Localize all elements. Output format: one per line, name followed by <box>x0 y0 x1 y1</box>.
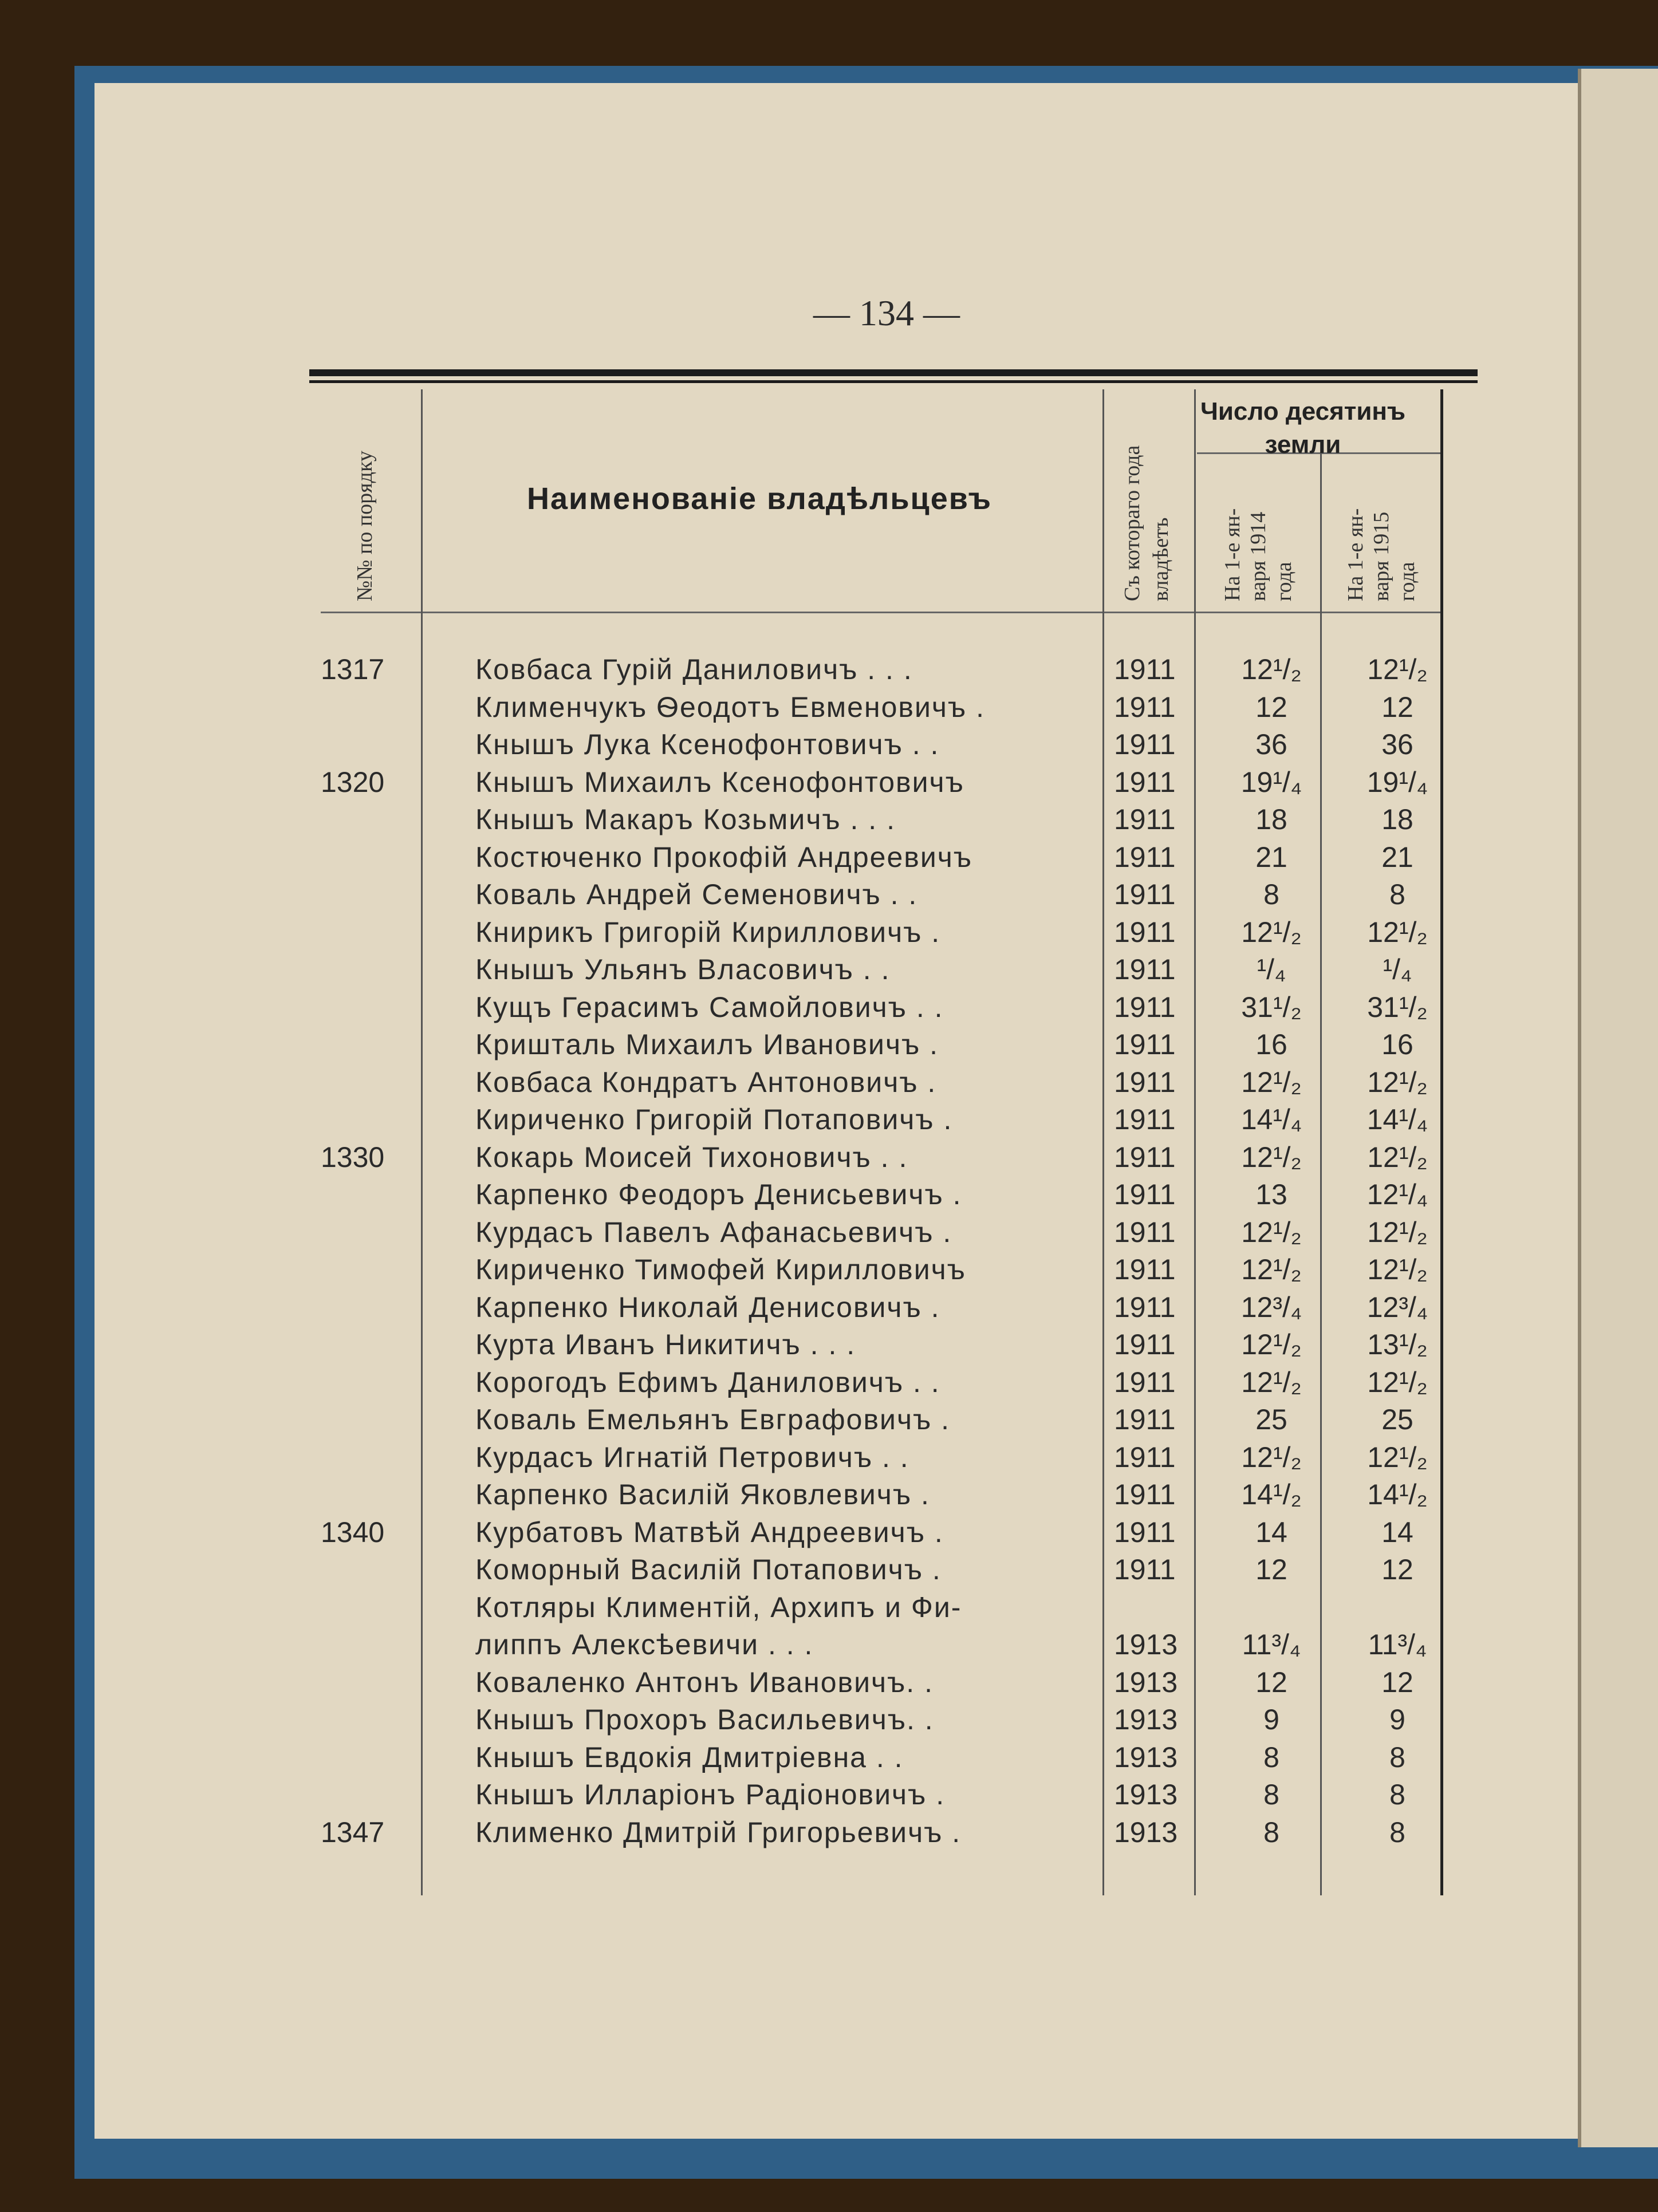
year-owned: 1911 <box>1114 1141 1176 1173</box>
page-number: — 134 — <box>813 293 960 333</box>
land-1914: 19¹/₄ <box>1240 766 1302 798</box>
year-owned: 1913 <box>1114 1816 1178 1848</box>
year-owned: 1911 <box>1114 1253 1176 1286</box>
top-rule <box>309 369 1478 376</box>
owner-name: Ковбаса Кондратъ Антоновичъ . <box>475 1066 937 1098</box>
land-1915: 12¹/₄ <box>1366 1178 1428 1211</box>
owner-name: Кириченко Григорій Потаповичъ . <box>475 1103 953 1135</box>
land-1915: 12¹/₂ <box>1367 1066 1428 1098</box>
land-1915: 12¹/₂ <box>1367 916 1428 948</box>
land-1915: 12 <box>1381 1553 1413 1586</box>
land-1914: 36 <box>1255 728 1287 760</box>
land-1914: 12¹/₂ <box>1241 916 1302 948</box>
row-number: 1340 <box>321 1516 385 1548</box>
header-year-col-2: владѣетъ <box>1149 517 1173 601</box>
owner-name: Курбатовъ Матвѣй Андреевичъ . <box>475 1516 944 1548</box>
land-1915: 12 <box>1381 1666 1413 1698</box>
land-1915: 8 <box>1389 1816 1405 1848</box>
owner-name: Курта Иванъ Никитичъ . . . <box>475 1328 856 1361</box>
year-owned: 1911 <box>1114 1328 1176 1361</box>
header-year-col-1: Съ котораго года <box>1120 445 1144 601</box>
land-1915: 9 <box>1389 1704 1405 1736</box>
owner-name: Кокарь Моисей Тихоновичъ . . <box>475 1141 908 1173</box>
land-1914: 14¹/₂ <box>1241 1478 1302 1511</box>
header-1915-l1: На 1-е ян- <box>1344 508 1368 601</box>
owner-name: Клименчукъ Ѳеодотъ Евменовичъ . <box>475 691 985 723</box>
land-1914: 8 <box>1263 1779 1279 1811</box>
land-1914: 8 <box>1263 1816 1279 1848</box>
land-1915: 8 <box>1389 1779 1405 1811</box>
owner-name: Кнышъ Прохоръ Васильевичъ. . <box>475 1704 934 1736</box>
land-1914: 31¹/₂ <box>1241 991 1302 1023</box>
year-owned: 1911 <box>1114 1216 1176 1248</box>
header-1914-l2: варя 1914 <box>1246 511 1270 601</box>
land-1915: 19¹/₄ <box>1366 766 1428 798</box>
header-name-col: Наименованіе владѣльцевъ <box>527 482 992 516</box>
land-1914: 25 <box>1255 1403 1287 1436</box>
land-1915: 12¹/₂ <box>1367 1366 1428 1398</box>
owner-name: Коваленко Антонъ Ивановичъ. . <box>475 1666 934 1698</box>
land-1914: 12 <box>1255 1666 1287 1698</box>
land-1914: 12¹/₂ <box>1241 1066 1302 1098</box>
header-1914-l1: На 1-е ян- <box>1220 508 1245 601</box>
year-owned: 1911 <box>1114 1553 1176 1586</box>
owner-name: Коваль Емельянъ Евграфовичъ . <box>475 1403 951 1436</box>
owner-name: Кнышъ Михаилъ Ксенофонтовичъ <box>475 766 964 798</box>
land-1915: 13¹/₂ <box>1367 1328 1428 1361</box>
year-owned: 1911 <box>1114 1403 1176 1436</box>
land-1915: 12¹/₂ <box>1367 1253 1428 1286</box>
facing-page <box>1578 69 1658 2147</box>
header-1915-l3: года <box>1395 562 1419 601</box>
year-owned: 1913 <box>1114 1666 1178 1698</box>
land-1915: 8 <box>1389 878 1405 910</box>
row-number: 1320 <box>321 766 385 798</box>
land-1915: 12 <box>1381 691 1413 723</box>
land-1915: 14¹/₂ <box>1367 1478 1428 1511</box>
land-1915: 11³/₄ <box>1368 1629 1427 1661</box>
land-1915: 21 <box>1381 841 1413 873</box>
year-owned: 1911 <box>1114 1366 1176 1398</box>
land-1914: 12¹/₂ <box>1241 1328 1302 1361</box>
land-1915: ¹/₄ <box>1383 953 1412 985</box>
land-1914: 14¹/₄ <box>1240 1103 1302 1135</box>
owner-name: Кнышъ Макаръ Козьмичъ . . . <box>475 803 896 835</box>
year-owned: 1911 <box>1114 766 1176 798</box>
row-number: 1330 <box>321 1141 385 1173</box>
owner-name: Карпенко Николай Денисовичъ . <box>475 1291 940 1323</box>
year-owned: 1911 <box>1114 728 1176 760</box>
land-1914: 12¹/₂ <box>1241 1441 1302 1473</box>
owner-name: Кнышъ Евдокія Дмитріевна . . <box>475 1741 904 1773</box>
year-owned: 1911 <box>1114 841 1176 873</box>
year-owned: 1911 <box>1114 953 1176 985</box>
header-land-col: Число десятинъ земли <box>1200 397 1406 459</box>
land-1914: 12¹/₂ <box>1241 1366 1302 1398</box>
year-owned: 1911 <box>1114 1028 1176 1060</box>
year-owned: 1911 <box>1114 653 1176 685</box>
land-1914: 16 <box>1255 1028 1287 1060</box>
land-1914: 21 <box>1255 841 1287 873</box>
owner-name: Курдасъ Игнатій Петровичъ . . <box>475 1441 909 1473</box>
header-1914-l3: года <box>1272 562 1296 601</box>
col-divider-name <box>1102 389 1104 1895</box>
land-1915: 8 <box>1389 1741 1405 1773</box>
header-bottom-rule <box>321 612 1443 613</box>
land-1915: 12¹/₂ <box>1367 653 1428 685</box>
owner-name: Курдасъ Павелъ Афанасьевичъ . <box>475 1216 952 1248</box>
owner-name: Кришталь Михаилъ Ивановичъ . <box>475 1028 939 1060</box>
year-owned: 1911 <box>1114 1291 1176 1323</box>
land-1914: 12 <box>1255 691 1287 723</box>
owner-name: Кущъ Герасимъ Самойловичъ . . <box>475 991 944 1023</box>
year-owned: 1913 <box>1114 1779 1178 1811</box>
land-1914: 8 <box>1263 1741 1279 1773</box>
owner-name: Костюченко Прокофій Андреевичъ <box>475 841 973 873</box>
year-owned: 1911 <box>1114 691 1176 723</box>
owner-name: Котляры Климентій, Архипъ и Фи- <box>475 1591 962 1623</box>
land-1914: 14 <box>1255 1516 1287 1548</box>
land-1915: 14 <box>1381 1516 1413 1548</box>
row-number: 1317 <box>321 653 385 685</box>
header-1915-l2: варя 1915 <box>1369 511 1393 601</box>
land-1915: 14¹/₄ <box>1366 1103 1428 1135</box>
land-1915: 12¹/₂ <box>1367 1141 1428 1173</box>
land-1914: 12 <box>1255 1553 1287 1586</box>
year-owned: 1911 <box>1114 1516 1176 1548</box>
year-owned: 1911 <box>1114 1103 1176 1135</box>
owner-name: Клименко Дмитрій Григорьевичъ . <box>475 1816 962 1848</box>
owner-name: Карпенко Василій Яковлевичъ . <box>475 1478 930 1511</box>
land-1914: 12¹/₂ <box>1241 1141 1302 1173</box>
year-owned: 1911 <box>1114 916 1176 948</box>
land-1914: 12³/₄ <box>1240 1291 1302 1323</box>
land-1915: 25 <box>1381 1403 1413 1436</box>
land-1914: 18 <box>1255 803 1287 835</box>
land-1914: ¹/₄ <box>1257 953 1286 985</box>
land-1915: 31¹/₂ <box>1367 991 1428 1023</box>
year-owned: 1911 <box>1114 803 1176 835</box>
land-1914: 13 <box>1255 1178 1287 1211</box>
owner-name: Кнышъ Лука Ксенофонтовичъ . . <box>475 728 940 760</box>
land-1915: 12¹/₂ <box>1367 1216 1428 1248</box>
owner-name: Кнышъ Ульянъ Власовичъ . . <box>475 953 891 985</box>
land-1914: 9 <box>1263 1704 1279 1736</box>
land-1914: 12¹/₂ <box>1241 1216 1302 1248</box>
land-1915: 12¹/₂ <box>1367 1441 1428 1473</box>
year-owned: 1913 <box>1114 1629 1178 1661</box>
owner-name: Кнышъ Илларіонъ Радіоновичъ . <box>475 1779 946 1811</box>
owner-name: Карпенко Феодоръ Денисьевичъ . <box>475 1178 962 1211</box>
owner-name: Коваль Андрей Семеновичъ . . <box>475 878 918 910</box>
land-1914: 8 <box>1263 878 1279 910</box>
header-num-col: №№ по порядку <box>353 451 377 601</box>
land-1915: 16 <box>1381 1028 1413 1060</box>
year-owned: 1911 <box>1114 1066 1176 1098</box>
year-owned: 1911 <box>1114 1178 1176 1211</box>
land-1914: 12¹/₂ <box>1241 1253 1302 1286</box>
year-owned: 1911 <box>1114 878 1176 910</box>
owner-name: Книрикъ Григорій Кирилловичъ . <box>475 916 941 948</box>
owner-name: липпъ Алексѣевичи . . . <box>475 1629 814 1661</box>
owner-name: Коморный Василій Потаповичъ . <box>475 1553 942 1586</box>
land-1915: 18 <box>1381 803 1413 835</box>
top-rule-thin <box>309 380 1478 383</box>
row-number: 1347 <box>321 1816 385 1848</box>
owner-name: Ковбаса Гурій Даниловичъ . . . <box>475 653 913 685</box>
land-1914: 12¹/₂ <box>1241 653 1302 685</box>
owner-name: Корогодъ Ефимъ Даниловичъ . . <box>475 1366 940 1398</box>
year-owned: 1913 <box>1114 1741 1178 1773</box>
year-owned: 1913 <box>1114 1704 1178 1736</box>
owner-name: Кириченко Тимофей Кирилловичъ <box>475 1253 966 1286</box>
year-owned: 1911 <box>1114 1441 1176 1473</box>
land-1915: 36 <box>1381 728 1413 760</box>
land-1915: 12³/₄ <box>1366 1291 1428 1323</box>
year-owned: 1911 <box>1114 991 1176 1023</box>
year-owned: 1911 <box>1114 1478 1176 1511</box>
land-1914: 11³/₄ <box>1242 1629 1301 1661</box>
